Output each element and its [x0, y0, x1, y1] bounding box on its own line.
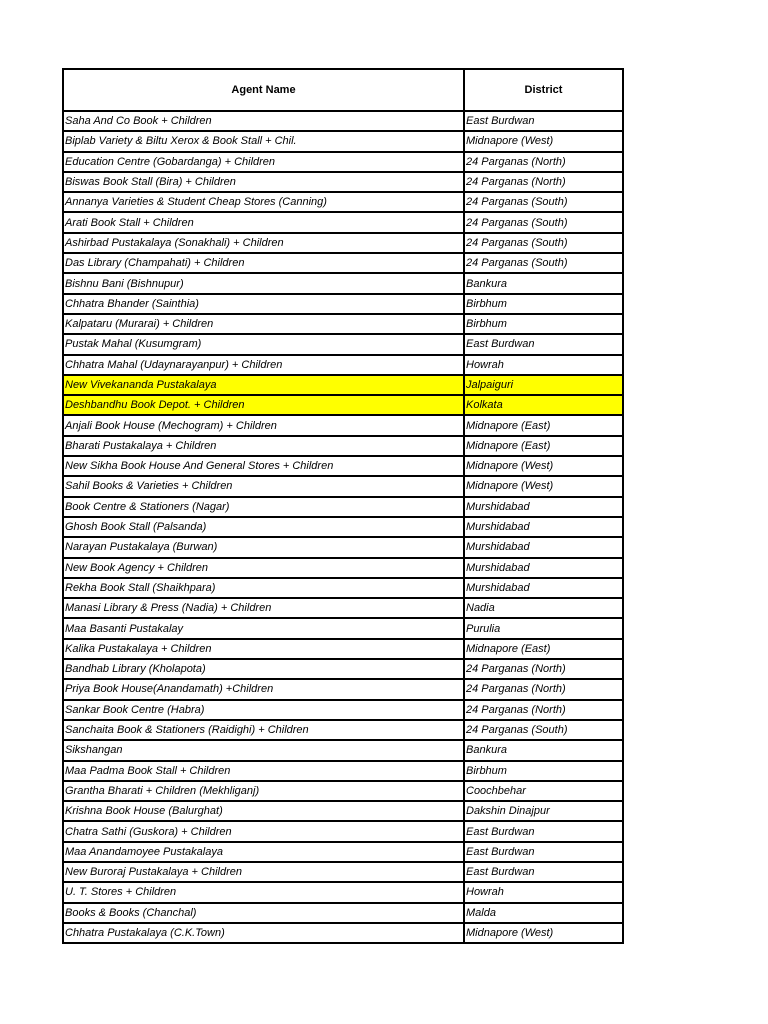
agent-name-cell: Arati Book Stall + Children: [63, 212, 464, 232]
district-cell: Murshidabad: [464, 497, 623, 517]
district-cell: East Burdwan: [464, 842, 623, 862]
district-cell: Malda: [464, 903, 623, 923]
table-row: [63, 253, 623, 273]
district-cell: East Burdwan: [464, 862, 623, 882]
table-row: [63, 537, 623, 557]
table-row: [63, 821, 623, 841]
agent-name-cell: Saha And Co Book + Children: [63, 111, 464, 131]
table-row: [63, 355, 623, 375]
district-cell: Bankura: [464, 273, 623, 293]
agent-name-cell: New Vivekananda Pustakalaya: [63, 375, 464, 395]
table-row: [63, 781, 623, 801]
district-cell: Murshidabad: [464, 558, 623, 578]
district-cell: 24 Parganas (North): [464, 679, 623, 699]
district-cell: 24 Parganas (North): [464, 659, 623, 679]
table-row: [63, 639, 623, 659]
agent-name-cell: Chhatra Pustakalaya (C.K.Town): [63, 923, 464, 943]
agent-name-cell: Maa Padma Book Stall + Children: [63, 761, 464, 781]
district-cell: Birbhum: [464, 314, 623, 334]
agent-name-cell: Chhatra Mahal (Udaynarayanpur) + Children: [63, 355, 464, 375]
district-cell: Birbhum: [464, 761, 623, 781]
agent-name-cell: Biswas Book Stall (Bira) + Children: [63, 172, 464, 192]
agent-name-cell: Rekha Book Stall (Shaikhpara): [63, 578, 464, 598]
agent-name-cell: New Book Agency + Children: [63, 558, 464, 578]
table-row: [63, 598, 623, 618]
agent-name-cell: Bharati Pustakalaya + Children: [63, 436, 464, 456]
agent-name-cell: Priya Book House(Anandamath) +Children: [63, 679, 464, 699]
agent-name-cell: Grantha Bharati + Children (Mekhliganj): [63, 781, 464, 801]
agent-name-cell: Deshbandhu Book Depot. + Children: [63, 395, 464, 415]
district-cell: 24 Parganas (North): [464, 172, 623, 192]
table-row: [63, 375, 623, 395]
district-cell: East Burdwan: [464, 111, 623, 131]
table-row: [63, 111, 623, 131]
agent-name-cell: New Sikha Book House And General Stores + Children: [63, 456, 464, 476]
table-row: [63, 903, 623, 923]
table-row: [63, 862, 623, 882]
agent-name-cell: New Buroraj Pustakalaya + Children: [63, 862, 464, 882]
table-row: [63, 618, 623, 638]
agent-name-cell: Bandhab Library (Kholapota): [63, 659, 464, 679]
agent-name-cell: Maa Basanti Pustakalay: [63, 618, 464, 638]
table-row: [63, 497, 623, 517]
header-row: [63, 69, 623, 111]
table-row: [63, 192, 623, 212]
table-row: [63, 314, 623, 334]
district-cell: Howrah: [464, 355, 623, 375]
table-row: [63, 233, 623, 253]
district-cell: 24 Parganas (South): [464, 253, 623, 273]
agent-name-cell: Chatra Sathi (Guskora) + Children: [63, 821, 464, 841]
table-row: [63, 436, 623, 456]
table-row: [63, 456, 623, 476]
agent-name-cell: Ashirbad Pustakalaya (Sonakhali) + Children: [63, 233, 464, 253]
district-cell: Jalpaiguri: [464, 375, 623, 395]
column-header-district: District: [464, 69, 623, 111]
agent-district-table: [62, 68, 624, 944]
district-cell: Midnapore (West): [464, 131, 623, 151]
agent-name-cell: Pustak Mahal (Kusumgram): [63, 334, 464, 354]
district-cell: Murshidabad: [464, 537, 623, 557]
table-row: [63, 923, 623, 943]
agent-name-cell: Kalpataru (Murarai) + Children: [63, 314, 464, 334]
agent-name-cell: Ghosh Book Stall (Palsanda): [63, 517, 464, 537]
district-cell: Midnapore (East): [464, 415, 623, 435]
district-cell: 24 Parganas (North): [464, 700, 623, 720]
table-row: [63, 212, 623, 232]
agent-name-cell: Sahil Books & Varieties + Children: [63, 476, 464, 496]
district-cell: Midnapore (East): [464, 436, 623, 456]
table-header: [63, 69, 623, 111]
district-cell: 24 Parganas (South): [464, 233, 623, 253]
agent-name-cell: Sankar Book Centre (Habra): [63, 700, 464, 720]
district-cell: 24 Parganas (South): [464, 720, 623, 740]
agent-name-cell: Krishna Book House (Balurghat): [63, 801, 464, 821]
agent-name-cell: Narayan Pustakalaya (Burwan): [63, 537, 464, 557]
table-row: [63, 152, 623, 172]
district-cell: Midnapore (West): [464, 456, 623, 476]
table-row: [63, 679, 623, 699]
agent-name-cell: Biplab Variety & Biltu Xerox & Book Stall + Chil.: [63, 131, 464, 151]
district-cell: Birbhum: [464, 294, 623, 314]
district-cell: Nadia: [464, 598, 623, 618]
agent-name-cell: Sanchaita Book & Stationers (Raidighi) + Children: [63, 720, 464, 740]
district-cell: Kolkata: [464, 395, 623, 415]
table-row: [63, 476, 623, 496]
column-header-agent-name: Agent Name: [63, 69, 464, 111]
table-row: [63, 842, 623, 862]
table-row: [63, 700, 623, 720]
table-row: [63, 659, 623, 679]
agent-name-cell: Sikshangan: [63, 740, 464, 760]
agent-name-cell: Bishnu Bani (Bishnupur): [63, 273, 464, 293]
table-row: [63, 578, 623, 598]
agent-name-cell: Annanya Varieties & Student Cheap Stores (Canning): [63, 192, 464, 212]
district-cell: Coochbehar: [464, 781, 623, 801]
table-row: [63, 415, 623, 435]
table-row: [63, 882, 623, 902]
table-row: [63, 517, 623, 537]
agent-name-cell: Chhatra Bhander (Sainthia): [63, 294, 464, 314]
district-cell: Murshidabad: [464, 517, 623, 537]
district-cell: 24 Parganas (South): [464, 192, 623, 212]
district-cell: Howrah: [464, 882, 623, 902]
table-row: [63, 395, 623, 415]
district-cell: Murshidabad: [464, 578, 623, 598]
table-row: [63, 172, 623, 192]
table-row: [63, 740, 623, 760]
district-cell: Midnapore (West): [464, 476, 623, 496]
district-cell: East Burdwan: [464, 821, 623, 841]
table-row: [63, 761, 623, 781]
agent-name-cell: Kalika Pustakalaya + Children: [63, 639, 464, 659]
table-row: [63, 720, 623, 740]
table-body: [63, 111, 623, 943]
agent-name-cell: Manasi Library & Press (Nadia) + Children: [63, 598, 464, 618]
district-cell: Bankura: [464, 740, 623, 760]
table-row: [63, 801, 623, 821]
district-cell: East Burdwan: [464, 334, 623, 354]
table-row: [63, 334, 623, 354]
agent-name-cell: Anjali Book House (Mechogram) + Children: [63, 415, 464, 435]
table-row: [63, 558, 623, 578]
district-cell: Midnapore (West): [464, 923, 623, 943]
table-row: [63, 131, 623, 151]
table-row: [63, 294, 623, 314]
agent-name-cell: U. T. Stores + Children: [63, 882, 464, 902]
agent-name-cell: Das Library (Champahati) + Children: [63, 253, 464, 273]
district-cell: Purulia: [464, 618, 623, 638]
agent-name-cell: Education Centre (Gobardanga) + Children: [63, 152, 464, 172]
agent-name-cell: Maa Anandamoyee Pustakalaya: [63, 842, 464, 862]
district-cell: Midnapore (East): [464, 639, 623, 659]
table-row: [63, 273, 623, 293]
agent-name-cell: Book Centre & Stationers (Nagar): [63, 497, 464, 517]
agent-name-cell: Books & Books (Chanchal): [63, 903, 464, 923]
district-cell: 24 Parganas (North): [464, 152, 623, 172]
district-cell: Dakshin Dinajpur: [464, 801, 623, 821]
district-cell: 24 Parganas (South): [464, 212, 623, 232]
